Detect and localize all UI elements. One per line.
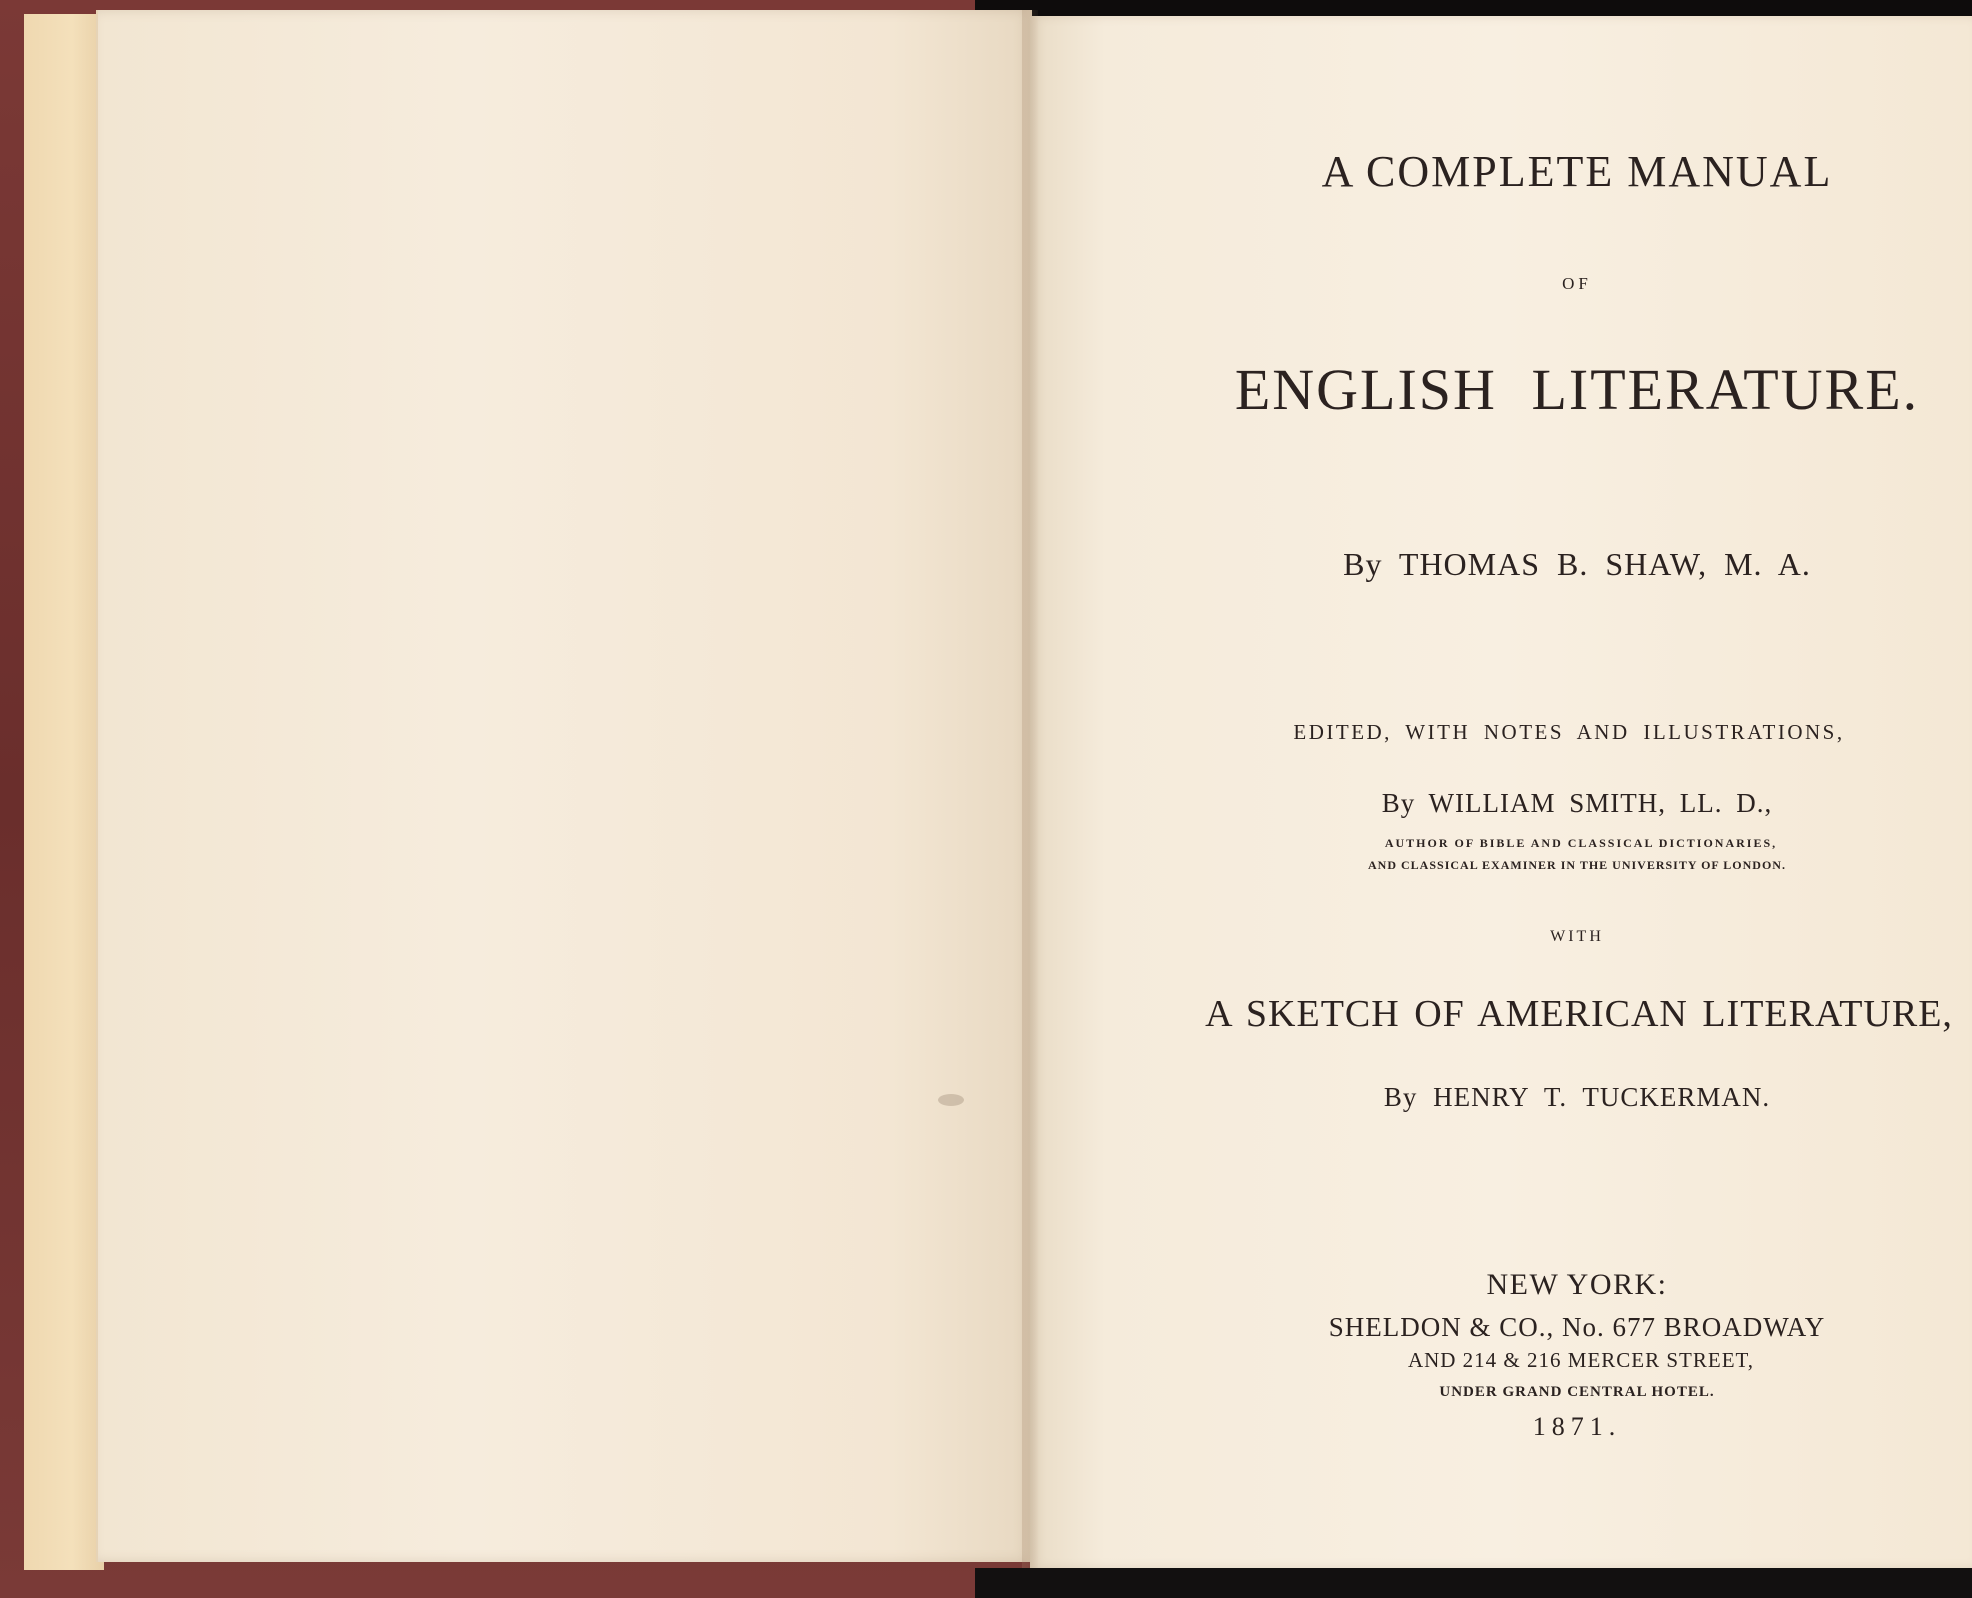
endpaper-edge <box>24 14 104 1570</box>
imprint-address: AND 214 & 216 MERCER STREET, <box>1407 1348 1755 1372</box>
title-line-2: ENGLISH LITERATURE. <box>1234 357 1920 422</box>
imprint-publisher: SHELDON & CO., No. 677 BROADWAY <box>1328 1312 1826 1342</box>
sketch-author-line: By HENRY T. TUCKERMAN. <box>1383 1082 1771 1112</box>
with-line: WITH <box>1550 928 1604 945</box>
sketch-line: A SKETCH OF AMERICAN LITERATURE, <box>1205 993 1953 1035</box>
imprint-hotel: UNDER GRAND CENTRAL HOTEL. <box>1439 1384 1715 1400</box>
background-bottom-right <box>975 1568 1972 1598</box>
left-blank-page <box>96 10 1032 1562</box>
title-page-text <box>1030 16 1972 1568</box>
author-line: By THOMAS B. SHAW, M. A. <box>1343 546 1811 582</box>
editor-line: By WILLIAM SMITH, LL. D., <box>1381 788 1773 818</box>
page-stain <box>938 1094 964 1106</box>
editor-credit-2: AND CLASSICAL EXAMINER IN THE UNIVERSITY OF LONDON. <box>1368 858 1786 872</box>
imprint-year: 1871. <box>1532 1412 1622 1441</box>
imprint-city: NEW YORK: <box>1486 1268 1668 1301</box>
editor-credit-1: AUTHOR OF BIBLE AND CLASSICAL DICTIONARIES, <box>1384 836 1778 850</box>
title-of: OF <box>1562 274 1592 293</box>
title-line-1: A COMPLETE MANUAL <box>1321 147 1833 196</box>
edited-line: EDITED, WITH NOTES AND ILLUSTRATIONS, <box>1293 720 1845 744</box>
